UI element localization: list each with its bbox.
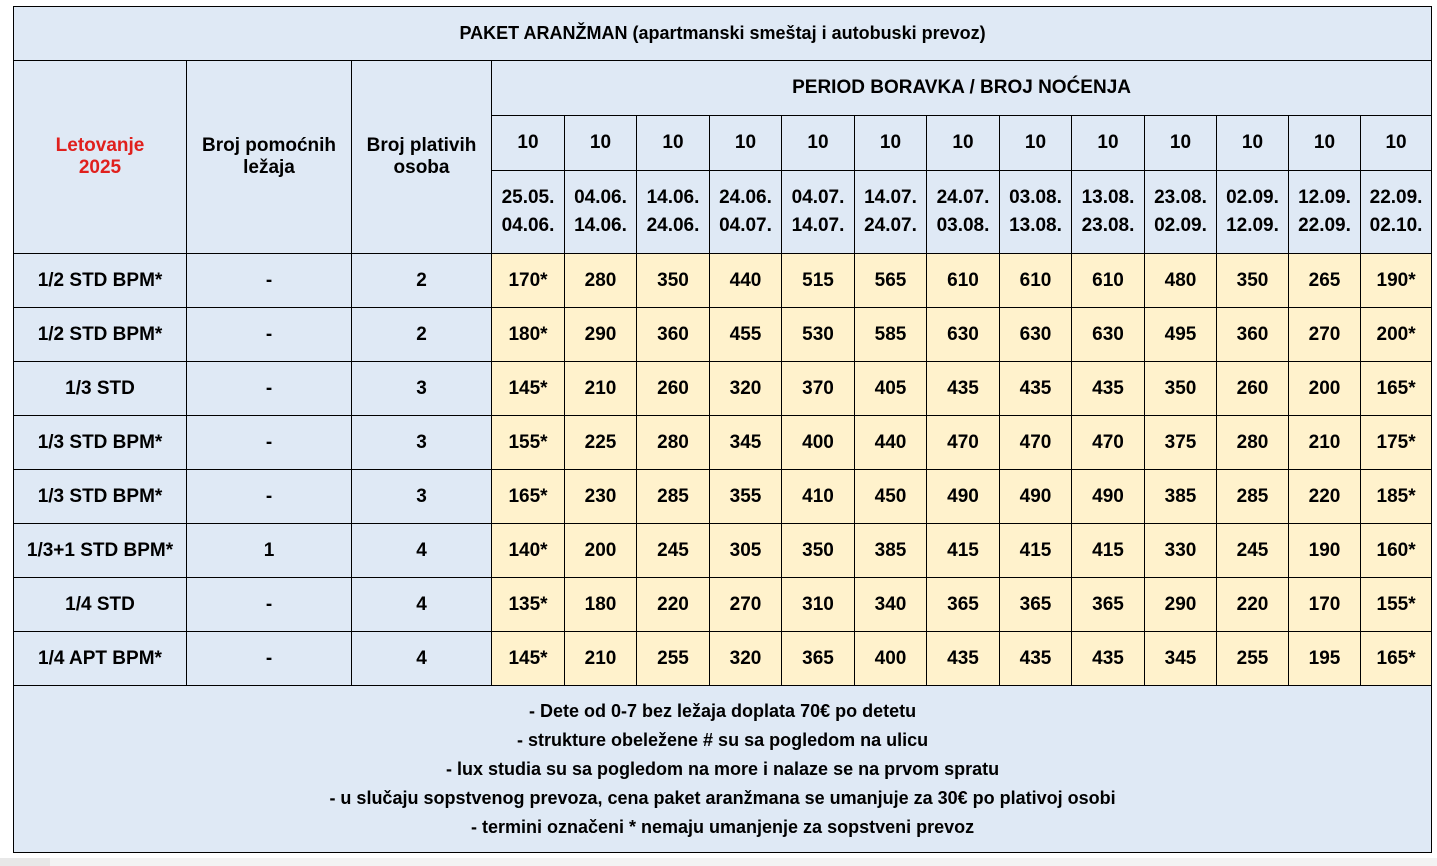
date-range-cell bbox=[927, 171, 1000, 254]
price-cell: 220 bbox=[637, 578, 710, 632]
price-cell: 340 bbox=[855, 578, 927, 632]
date-range-cell bbox=[1361, 171, 1432, 254]
room-type-cell: 1/4 STD bbox=[14, 578, 187, 632]
date-range-cell bbox=[1217, 171, 1289, 254]
price-cell: 405 bbox=[855, 362, 927, 416]
paying-persons-cell: 4 bbox=[352, 578, 492, 632]
price-cell: 200 bbox=[1289, 362, 1361, 416]
price-cell: 630 bbox=[1000, 308, 1072, 362]
aux-beds-cell: - bbox=[187, 470, 352, 524]
aux-beds-cell: - bbox=[187, 578, 352, 632]
price-cell: 490 bbox=[1072, 470, 1145, 524]
aux-beds-cell: - bbox=[187, 362, 352, 416]
price-cell: 210 bbox=[565, 362, 637, 416]
date-from: 12.09. bbox=[1298, 187, 1351, 208]
room-type-cell: 1/3 STD BPM* bbox=[14, 470, 187, 524]
price-cell: 270 bbox=[1289, 308, 1361, 362]
aux-beds-cell: - bbox=[187, 416, 352, 470]
price-cell: 365 bbox=[1000, 578, 1072, 632]
date-from: 23.08. bbox=[1154, 187, 1207, 208]
price-cell: 360 bbox=[1217, 308, 1289, 362]
date-range-cell bbox=[565, 171, 637, 254]
paying-persons-cell: 2 bbox=[352, 308, 492, 362]
season-label bbox=[14, 61, 187, 254]
price-cell: 435 bbox=[927, 632, 1000, 686]
date-to: 04.06. bbox=[501, 215, 555, 236]
date-to: 24.07. bbox=[864, 215, 917, 236]
nights-cell: 10 bbox=[1145, 116, 1217, 171]
date-range-cell bbox=[1072, 171, 1145, 254]
price-cell: 140* bbox=[492, 524, 565, 578]
price-cell: 165* bbox=[1361, 362, 1432, 416]
price-cell: 360 bbox=[637, 308, 710, 362]
price-cell: 155* bbox=[492, 416, 565, 470]
date-to: 13.08. bbox=[1009, 215, 1062, 236]
price-cell: 470 bbox=[927, 416, 1000, 470]
date-from: 14.06. bbox=[646, 187, 700, 208]
season-label-line1: Letovanje bbox=[55, 135, 145, 156]
price-cell: 345 bbox=[1145, 632, 1217, 686]
price-cell: 305 bbox=[710, 524, 782, 578]
price-cell: 490 bbox=[1000, 470, 1072, 524]
price-cell: 450 bbox=[855, 470, 927, 524]
price-cell: 210 bbox=[565, 632, 637, 686]
paying-persons-cell: 4 bbox=[352, 632, 492, 686]
room-type-cell: 1/3+1 STD BPM* bbox=[14, 524, 187, 578]
aux-beds-cell: - bbox=[187, 254, 352, 308]
price-cell: 365 bbox=[782, 632, 855, 686]
table-row bbox=[14, 254, 1432, 308]
price-cell: 440 bbox=[710, 254, 782, 308]
price-cell: 155* bbox=[1361, 578, 1432, 632]
price-cell: 530 bbox=[782, 308, 855, 362]
price-cell: 355 bbox=[710, 470, 782, 524]
nights-cell: 10 bbox=[782, 116, 855, 171]
date-range-cell bbox=[1289, 171, 1361, 254]
price-cell: 350 bbox=[1145, 362, 1217, 416]
price-cell: 470 bbox=[1000, 416, 1072, 470]
price-cell: 220 bbox=[1217, 578, 1289, 632]
price-cell: 190 bbox=[1289, 524, 1361, 578]
price-cell: 480 bbox=[1145, 254, 1217, 308]
table-row bbox=[14, 524, 1432, 578]
price-table bbox=[13, 6, 1432, 853]
price-cell: 435 bbox=[1000, 362, 1072, 416]
price-cell: 245 bbox=[637, 524, 710, 578]
price-cell: 565 bbox=[855, 254, 927, 308]
nights-cell: 10 bbox=[637, 116, 710, 171]
paying-persons-cell: 3 bbox=[352, 362, 492, 416]
price-cell: 415 bbox=[1072, 524, 1145, 578]
date-range-cell bbox=[1000, 171, 1072, 254]
date-range-cell bbox=[710, 171, 782, 254]
date-to: 02.10. bbox=[1369, 215, 1423, 236]
price-cell: 610 bbox=[1072, 254, 1145, 308]
nights-cell: 10 bbox=[1000, 116, 1072, 171]
price-cell: 365 bbox=[927, 578, 1000, 632]
table-row bbox=[14, 308, 1432, 362]
price-cell: 180* bbox=[492, 308, 565, 362]
price-cell: 280 bbox=[637, 416, 710, 470]
nights-cell: 10 bbox=[927, 116, 1000, 171]
period-header: PERIOD BORAVKA / BROJ NOĆENJA bbox=[492, 61, 1432, 116]
price-cell: 290 bbox=[1145, 578, 1217, 632]
date-from: 25.05. bbox=[501, 187, 555, 208]
price-cell: 345 bbox=[710, 416, 782, 470]
price-cell: 255 bbox=[1217, 632, 1289, 686]
price-cell: 210 bbox=[1289, 416, 1361, 470]
price-cell: 515 bbox=[782, 254, 855, 308]
price-cell: 175* bbox=[1361, 416, 1432, 470]
price-cell: 470 bbox=[1072, 416, 1145, 470]
price-cell: 400 bbox=[782, 416, 855, 470]
date-range-cell bbox=[1145, 171, 1217, 254]
paying-persons-cell: 2 bbox=[352, 254, 492, 308]
price-cell: 490 bbox=[927, 470, 1000, 524]
aux-beds-header-line2: ležaja bbox=[243, 157, 295, 178]
price-cell: 400 bbox=[855, 632, 927, 686]
paying-persons-cell: 4 bbox=[352, 524, 492, 578]
price-cell: 455 bbox=[710, 308, 782, 362]
nights-cell: 10 bbox=[1072, 116, 1145, 171]
paying-persons-cell: 3 bbox=[352, 416, 492, 470]
bottom-strip bbox=[0, 858, 1437, 866]
price-cell: 260 bbox=[637, 362, 710, 416]
note-line: - u slučaju sopstvenog prevoza, cena paket aranžmana se umanjuje za 30€ po plativoj osobi bbox=[329, 787, 1116, 808]
price-cell: 165* bbox=[492, 470, 565, 524]
price-cell: 585 bbox=[855, 308, 927, 362]
price-cell: 350 bbox=[782, 524, 855, 578]
price-cell: 435 bbox=[1072, 632, 1145, 686]
price-cell: 350 bbox=[637, 254, 710, 308]
notes-block bbox=[14, 686, 1432, 853]
note-line: - termini označeni * nemaju umanjenje za sopstveni prevoz bbox=[470, 816, 975, 837]
price-cell: 385 bbox=[1145, 470, 1217, 524]
date-range-cell bbox=[855, 171, 927, 254]
price-cell: 160* bbox=[1361, 524, 1432, 578]
date-from: 22.09. bbox=[1369, 187, 1423, 208]
note-line: - strukture obeležene # su sa pogledom na ulicu bbox=[517, 729, 929, 750]
price-table-container bbox=[13, 6, 1431, 853]
nights-cell: 10 bbox=[492, 116, 565, 171]
price-cell: 435 bbox=[1072, 362, 1145, 416]
paying-persons-header-line1: Broj plativih bbox=[366, 135, 477, 156]
room-type-cell: 1/2 STD BPM* bbox=[14, 254, 187, 308]
date-range-cell bbox=[637, 171, 710, 254]
price-cell: 495 bbox=[1145, 308, 1217, 362]
date-range-cell bbox=[492, 171, 565, 254]
price-cell: 330 bbox=[1145, 524, 1217, 578]
price-cell: 220 bbox=[1289, 470, 1361, 524]
price-cell: 180 bbox=[565, 578, 637, 632]
price-cell: 170* bbox=[492, 254, 565, 308]
price-cell: 610 bbox=[1000, 254, 1072, 308]
price-cell: 440 bbox=[855, 416, 927, 470]
nights-cell: 10 bbox=[565, 116, 637, 171]
price-cell: 375 bbox=[1145, 416, 1217, 470]
date-from: 24.06. bbox=[719, 187, 772, 208]
date-to: 04.07. bbox=[719, 215, 772, 236]
price-cell: 610 bbox=[927, 254, 1000, 308]
price-cell: 290 bbox=[565, 308, 637, 362]
price-cell: 285 bbox=[1217, 470, 1289, 524]
price-cell: 145* bbox=[492, 632, 565, 686]
table-row bbox=[14, 362, 1432, 416]
date-from: 04.07. bbox=[791, 187, 845, 208]
date-from: 14.07. bbox=[864, 187, 917, 208]
date-range-cell bbox=[782, 171, 855, 254]
aux-beds-cell: - bbox=[187, 308, 352, 362]
price-cell: 320 bbox=[710, 362, 782, 416]
nights-cell: 10 bbox=[710, 116, 782, 171]
date-to: 14.06. bbox=[574, 215, 627, 236]
note-line: - Dete od 0-7 bez ležaja doplata 70€ po detetu bbox=[529, 700, 917, 721]
price-cell: 255 bbox=[637, 632, 710, 686]
date-from: 03.08. bbox=[1009, 187, 1062, 208]
table-title: PAKET ARANŽMAN (apartmanski smeštaj i autobuski prevoz) bbox=[14, 7, 1432, 61]
date-from: 13.08. bbox=[1081, 187, 1135, 208]
aux-beds-cell: - bbox=[187, 632, 352, 686]
price-cell: 145* bbox=[492, 362, 565, 416]
aux-beds-header bbox=[187, 61, 352, 254]
price-cell: 190* bbox=[1361, 254, 1432, 308]
price-cell: 225 bbox=[565, 416, 637, 470]
price-cell: 435 bbox=[927, 362, 1000, 416]
price-cell: 135* bbox=[492, 578, 565, 632]
note-line: - lux studia su sa pogledom na more i nalaze se na prvom spratu bbox=[445, 758, 1000, 779]
nights-cell: 10 bbox=[1361, 116, 1432, 171]
price-cell: 435 bbox=[1000, 632, 1072, 686]
date-to: 14.07. bbox=[791, 215, 845, 236]
date-to: 23.08. bbox=[1081, 215, 1135, 236]
date-to: 22.09. bbox=[1298, 215, 1351, 236]
nights-cell: 10 bbox=[855, 116, 927, 171]
date-to: 24.06. bbox=[646, 215, 700, 236]
aux-beds-cell: 1 bbox=[187, 524, 352, 578]
paying-persons-header bbox=[352, 61, 492, 254]
price-cell: 185* bbox=[1361, 470, 1432, 524]
nights-cell: 10 bbox=[1289, 116, 1361, 171]
price-cell: 370 bbox=[782, 362, 855, 416]
table-row bbox=[14, 416, 1432, 470]
season-label-line2: 2025 bbox=[78, 157, 122, 178]
room-type-cell: 1/4 APT BPM* bbox=[14, 632, 187, 686]
price-cell: 310 bbox=[782, 578, 855, 632]
room-type-cell: 1/3 STD BPM* bbox=[14, 416, 187, 470]
price-cell: 260 bbox=[1217, 362, 1289, 416]
price-cell: 410 bbox=[782, 470, 855, 524]
aux-beds-header-line1: Broj pomoćnih bbox=[201, 135, 337, 156]
price-cell: 630 bbox=[1072, 308, 1145, 362]
price-cell: 385 bbox=[855, 524, 927, 578]
date-to: 02.09. bbox=[1154, 215, 1207, 236]
price-cell: 170 bbox=[1289, 578, 1361, 632]
price-cell: 285 bbox=[637, 470, 710, 524]
room-type-cell: 1/2 STD BPM* bbox=[14, 308, 187, 362]
paying-persons-header-line2: osoba bbox=[393, 157, 450, 178]
price-cell: 230 bbox=[565, 470, 637, 524]
price-cell: 280 bbox=[1217, 416, 1289, 470]
price-cell: 630 bbox=[927, 308, 1000, 362]
room-type-cell: 1/3 STD bbox=[14, 362, 187, 416]
price-cell: 200 bbox=[565, 524, 637, 578]
nights-cell: 10 bbox=[1217, 116, 1289, 171]
price-cell: 415 bbox=[1000, 524, 1072, 578]
table-row bbox=[14, 632, 1432, 686]
date-from: 24.07. bbox=[936, 187, 990, 208]
price-cell: 200* bbox=[1361, 308, 1432, 362]
price-cell: 270 bbox=[710, 578, 782, 632]
date-from: 02.09. bbox=[1226, 187, 1279, 208]
date-to: 03.08. bbox=[936, 215, 990, 236]
price-cell: 365 bbox=[1072, 578, 1145, 632]
price-cell: 350 bbox=[1217, 254, 1289, 308]
price-cell: 245 bbox=[1217, 524, 1289, 578]
date-from: 04.06. bbox=[574, 187, 627, 208]
table-row bbox=[14, 470, 1432, 524]
price-cell: 320 bbox=[710, 632, 782, 686]
price-cell: 195 bbox=[1289, 632, 1361, 686]
table-row bbox=[14, 578, 1432, 632]
price-cell: 415 bbox=[927, 524, 1000, 578]
price-cell: 265 bbox=[1289, 254, 1361, 308]
paying-persons-cell: 3 bbox=[352, 470, 492, 524]
date-to: 12.09. bbox=[1226, 215, 1279, 236]
price-cell: 280 bbox=[565, 254, 637, 308]
price-cell: 165* bbox=[1361, 632, 1432, 686]
